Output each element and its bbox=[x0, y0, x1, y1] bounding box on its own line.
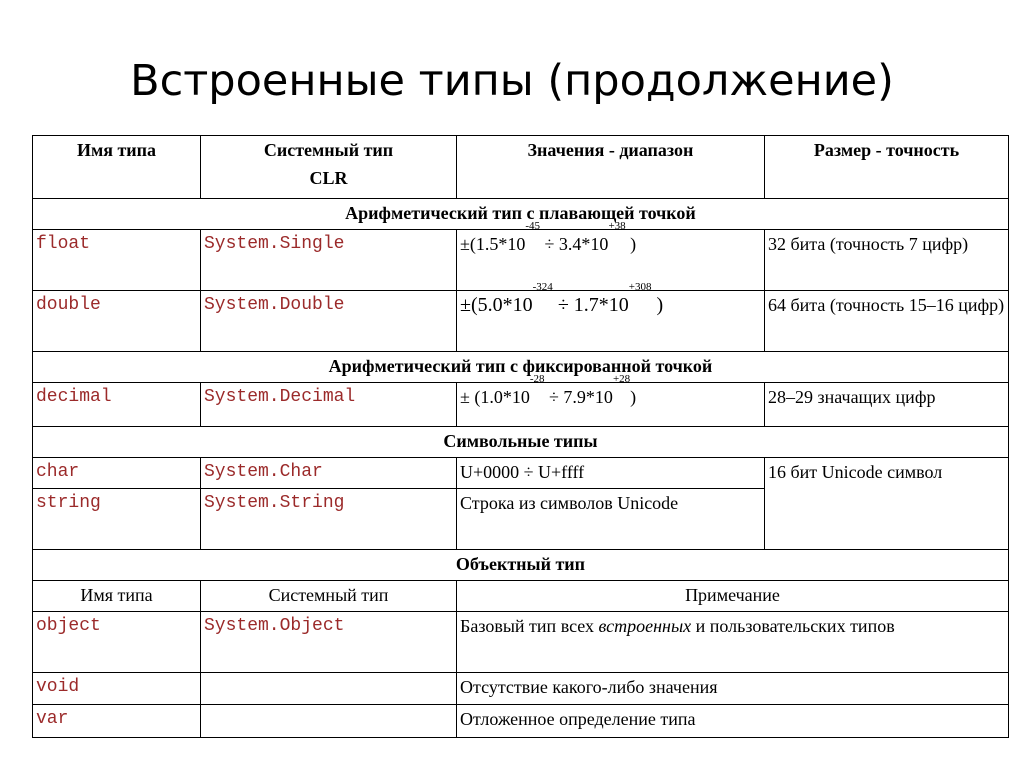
object-subheader-row bbox=[33, 581, 1009, 612]
range-string: Строка из символов Unicode bbox=[457, 489, 765, 550]
clr-type-string: System.String bbox=[201, 489, 457, 550]
type-name-decimal: decimal bbox=[33, 383, 201, 427]
header-clr-type bbox=[201, 136, 457, 199]
subheader-note: Примечание bbox=[457, 581, 1009, 612]
header-clr-line1: Системный тип bbox=[263, 140, 394, 160]
range-float-exp-max: +38 bbox=[608, 220, 626, 232]
note-object-emphasis: встроенных bbox=[598, 616, 692, 636]
range-decimal-close: ) bbox=[630, 387, 637, 407]
range-double-max-base: ÷ 1.7*10 bbox=[552, 294, 629, 316]
section-row-float bbox=[33, 199, 1009, 230]
range-decimal-base: ± (1.0*10 bbox=[460, 387, 530, 407]
range-float-base: ±(1.5*10 bbox=[460, 234, 526, 254]
range-float-exp-min: -45 bbox=[525, 220, 541, 232]
range-float-max-base: ÷ 3.4*10 bbox=[540, 234, 609, 254]
slide-title: Встроенные типы (продолжение) bbox=[130, 56, 894, 106]
type-name-double: double bbox=[33, 291, 201, 352]
section-title-float: Арифметический тип с плавающей точкой bbox=[33, 199, 1009, 230]
table-row-object bbox=[33, 612, 1009, 673]
section-row-char bbox=[33, 427, 1009, 458]
clr-type-void bbox=[201, 673, 457, 705]
section-title-char: Символьные типы bbox=[33, 427, 1009, 458]
table-row-decimal bbox=[33, 383, 1009, 427]
size-double: 64 бита (точность 15–16 цифр) bbox=[765, 291, 1009, 352]
header-range: Значения - диапазон bbox=[457, 136, 765, 199]
range-double-exp-max: +308 bbox=[628, 281, 652, 293]
clr-type-double: System.Double bbox=[201, 291, 457, 352]
type-name-string: string bbox=[33, 489, 201, 550]
table-row-double bbox=[33, 291, 1009, 352]
type-name-var: var bbox=[33, 705, 201, 738]
clr-type-decimal: System.Decimal bbox=[201, 383, 457, 427]
builtin-types-table bbox=[32, 135, 1009, 738]
table-row-void bbox=[33, 673, 1009, 705]
clr-type-char: System.Char bbox=[201, 458, 457, 489]
range-decimal-exp-min: -28 bbox=[529, 373, 545, 385]
type-name-float: float bbox=[33, 230, 201, 291]
clr-type-var bbox=[201, 705, 457, 738]
table-row-float bbox=[33, 230, 1009, 291]
section-title-fixed: Арифметический тип с фиксированной точкой bbox=[33, 352, 1009, 383]
range-char: U+0000 ÷ U+ffff bbox=[457, 458, 765, 489]
header-type-name: Имя типа bbox=[33, 136, 201, 199]
type-name-void: void bbox=[33, 673, 201, 705]
range-decimal-max-base: ÷ 7.9*10 bbox=[544, 387, 613, 407]
range-float-close: ) bbox=[625, 234, 637, 254]
size-char-string: 16 бит Unicode символ bbox=[765, 458, 1009, 550]
range-decimal-exp-max: +28 bbox=[612, 373, 631, 385]
type-name-object: object bbox=[33, 612, 201, 673]
note-object bbox=[457, 612, 1009, 673]
header-size: Размер - точность bbox=[765, 136, 1009, 199]
table-row-var bbox=[33, 705, 1009, 738]
note-object-part1: Базовый тип всех bbox=[460, 616, 599, 636]
clr-type-float: System.Single bbox=[201, 230, 457, 291]
section-title-object: Объектный тип bbox=[33, 550, 1009, 581]
range-double-close: ) bbox=[651, 294, 664, 316]
size-decimal: 28–29 значащих цифр bbox=[765, 383, 1009, 427]
table-header-row bbox=[33, 136, 1009, 199]
section-row-object bbox=[33, 550, 1009, 581]
table-row-char bbox=[33, 458, 1009, 489]
subheader-type-name: Имя типа bbox=[33, 581, 201, 612]
type-name-char: char bbox=[33, 458, 201, 489]
range-float bbox=[457, 220, 765, 291]
subheader-system-type: Системный тип bbox=[201, 581, 457, 612]
section-row-fixed bbox=[33, 352, 1009, 383]
size-float: 32 бита (точность 7 цифр) bbox=[765, 230, 1009, 291]
note-void: Отсутствие какого-либо значения bbox=[457, 673, 1009, 705]
range-double bbox=[457, 281, 765, 352]
range-double-base: ±(5.0*10 bbox=[460, 294, 533, 316]
header-clr-line2: CLR bbox=[309, 168, 348, 188]
note-object-part2: и пользовательских типов bbox=[691, 616, 895, 636]
clr-type-object: System.Object bbox=[201, 612, 457, 673]
range-double-exp-min: -324 bbox=[532, 281, 553, 293]
note-var: Отложенное определение типа bbox=[457, 705, 1009, 738]
range-decimal bbox=[457, 373, 765, 427]
